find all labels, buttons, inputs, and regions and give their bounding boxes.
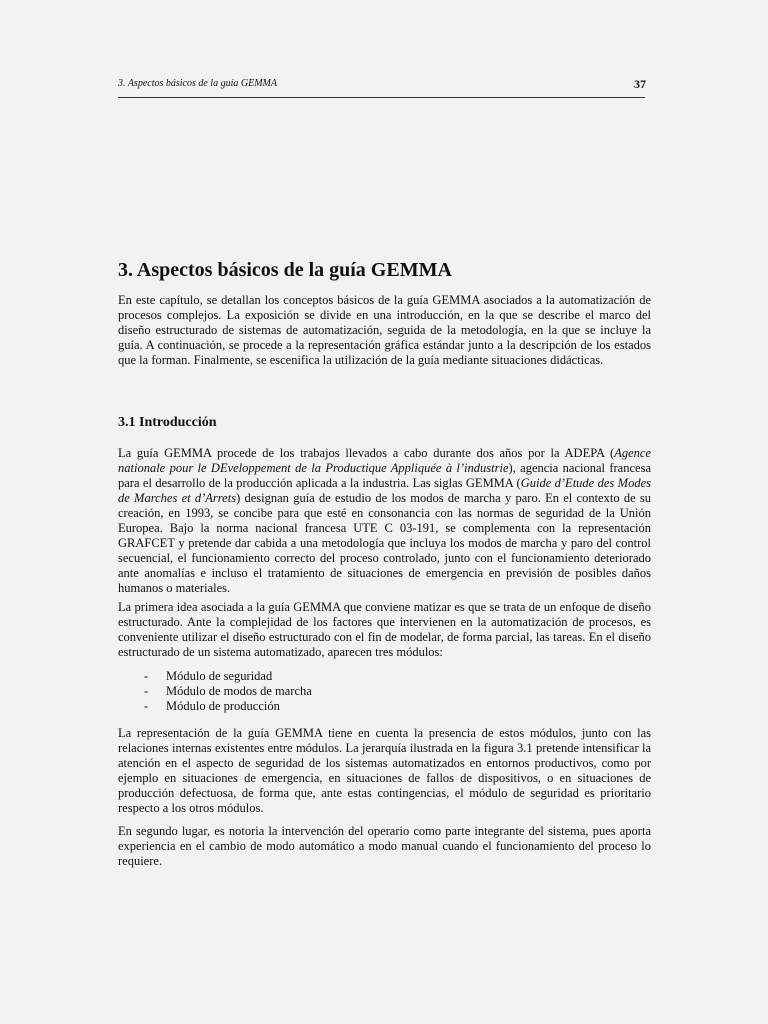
section-heading: 3.1 Introducción — [118, 415, 217, 430]
paragraph-representation: La representación de la guía GEMMA tiene en cuenta la presencia de estos módulos, junto con las relaciones internas existentes entre módulos. La jerarquía ilustrada en la figura 3.1 pretende intensificar la atención en el aspecto de seguridad de los sistemas automatizados en entornos productivos, como por ejemplo en situaciones de emergencia, en situaciones de fallos de dispositivos, o en situaciones de producción defectuosa, de forma que, ante estas contingencias, el módulo de seguridad es prioritario respecto a los otros módulos. — [118, 726, 651, 815]
list-item — [118, 684, 651, 699]
paragraph-structured-design: La primera idea asociada a la guía GEMMA que conviene matizar es que se trata de un enfoque de diseño estructurado. Ante la complejidad de los factores que intervienen en la automatización de procesos, es conveniente utilizar el diseño estructurado con el fin de modelar, de forma parcial, las tareas. En el diseño estructurado de un sistema automatizado, aparecen tres módulos: — [118, 600, 651, 659]
bullet-dash: - — [144, 684, 149, 698]
page-number: 37 — [634, 77, 646, 91]
italic-term: Agence nationale pour le DEveloppement de la Productique Appliquée à l’industrie — [118, 446, 651, 475]
module-list — [118, 669, 651, 714]
paragraph-text: ), agencia nacional francesa para el desarrollo de la producción aplicada a la industria. Las siglas GEMMA ( — [118, 461, 651, 490]
intro-paragraph: En este capítulo, se detallan los conceptos básicos de la guía GEMMA asociados a la automatización de procesos complejos. La exposición se divide en una introducción, en la que se describe el marco del diseño estructurado de sistemas de automatización, seguida de la metodología, en la que se incluye la guía. A continuación, se procede a la representación gráfica estándar junto a la descripción de los estados que la forman. Finalmente, se escenifica la utilización de la guía mediante situaciones didácticas. — [118, 293, 651, 367]
list-item — [118, 669, 651, 684]
paragraph-adepa — [118, 446, 651, 596]
paragraph-text: ) designan guía de estudio de los modos de marcha y paro. En el contexto de su creación, en 1993, se concibe para que esté en consonancia con las normas de seguridad de la Unión Europea. Bajo la norma nacional francesa UTE C 03-191, se complementa con la representación GRAFCET y pretende dar cabida a una metodología que incluya los modos de marcha y paro del control secuencial, el funcionamiento correcto del proceso controlado, junto con el funcionamiento deteriorado ante anomalías e incluso el tratamiento de situaciones de emergencia en previsión de posibles daños humanos o materiales. — [118, 491, 651, 595]
list-item — [118, 699, 651, 714]
paragraph-text: La guía GEMMA procede de los trabajos llevados a cabo durante dos años por la ADEPA ( — [118, 446, 615, 460]
list-item-text: Módulo de seguridad — [166, 669, 273, 683]
bullet-dash: - — [144, 669, 149, 683]
chapter-title: 3. Aspectos básicos de la guía GEMMA — [118, 259, 452, 281]
running-head: 3. Aspectos básicos de la guía GEMMA — [118, 78, 277, 89]
list-item-text: Módulo de modos de marcha — [166, 684, 312, 698]
bullet-dash: - — [144, 699, 149, 713]
paragraph-operator: En segundo lugar, es notoria la intervención del operario como parte integrante del sistema, pues aporta experiencia en el cambio de modo automático a modo manual cuando el funcionamiento del proceso lo requiere. — [118, 824, 651, 868]
list-item-text: Módulo de producción — [166, 699, 280, 713]
italic-term: Guide d’Etude des Modes de Marches et d’Arrets — [118, 476, 651, 505]
header-rule — [118, 97, 645, 98]
